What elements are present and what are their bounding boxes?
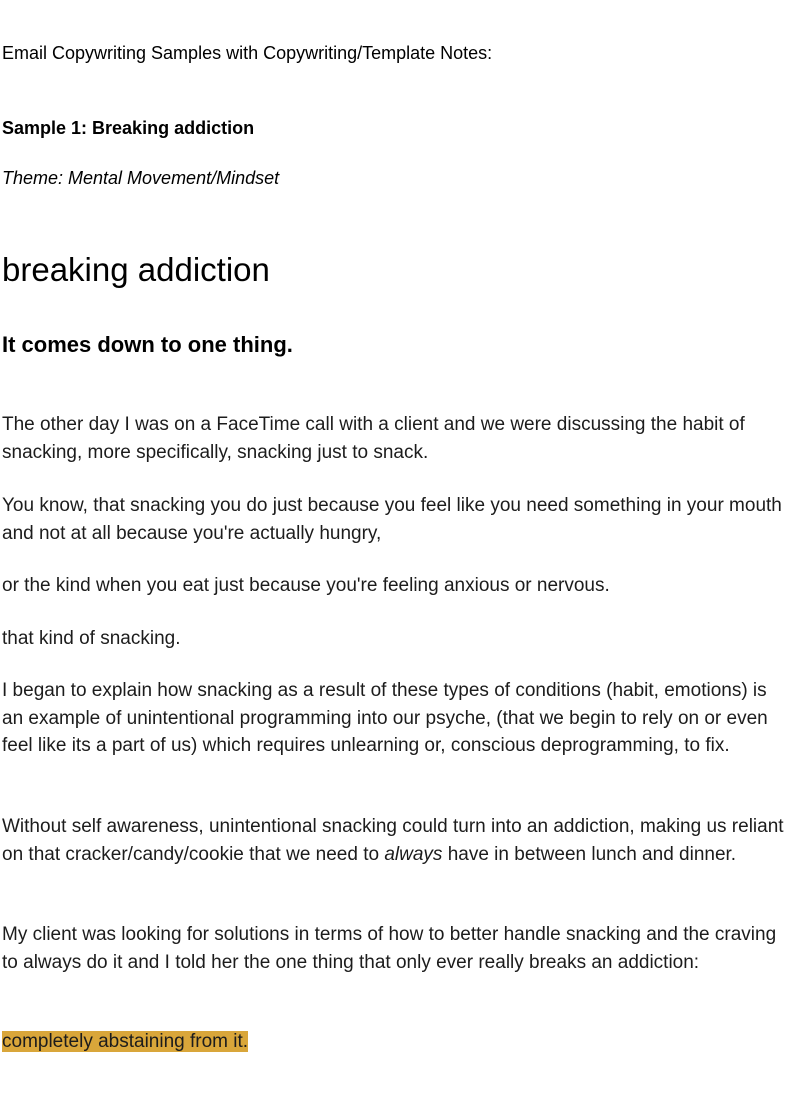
- paragraph-1: The other day I was on a FaceTime call with a client and we were discussing the habit of snacking, more specifically, snacking just to snack.: [2, 414, 745, 463]
- paragraph-4: that kind of snacking.: [2, 628, 181, 649]
- sample-title: Sample 1: Breaking addiction: [2, 118, 255, 138]
- paragraph-7: My client was looking for solutions in terms of how to better handle snacking and the craving to always do it and I told her the one thing that only ever really breaks an addiction:: [2, 924, 777, 973]
- paragraph-5: I began to explain how snacking as a result of these types of conditions (habit, emotions) is an example of unintentional programming into our psyche, (that we begin to rely on or even feel like its a part of us) which requires unlearning or, conscious deprogramming, to fix.: [2, 680, 768, 756]
- paragraph-2: You know, that snacking you do just because you feel like you need something in your mouth and not at all because you're actually hungry,: [2, 495, 782, 544]
- paragraph-6-emphasis: always: [384, 843, 443, 865]
- theme-line: Theme: Mental Movement/Mindset: [2, 168, 280, 188]
- paragraph-6-text-a: Without self awareness, unintentional snacking could turn into an addiction, making us reliant on that cracker/candy/cookie that we need to: [2, 816, 784, 865]
- highlighted-text: completely abstaining from it.: [2, 1031, 249, 1052]
- paragraph-8: [2, 1028, 792, 1056]
- paragraph-6: [2, 813, 792, 868]
- email-title: breaking addiction: [2, 251, 270, 288]
- paragraph-6-text-b: have in between lunch and dinner.: [442, 843, 737, 865]
- paragraph-3: or the kind when you eat just because you're feeling anxious or nervous.: [2, 575, 610, 596]
- email-subtitle: It comes down to one thing.: [2, 332, 293, 357]
- intro-line: Email Copywriting Samples with Copywriting/Template Notes:: [2, 43, 493, 63]
